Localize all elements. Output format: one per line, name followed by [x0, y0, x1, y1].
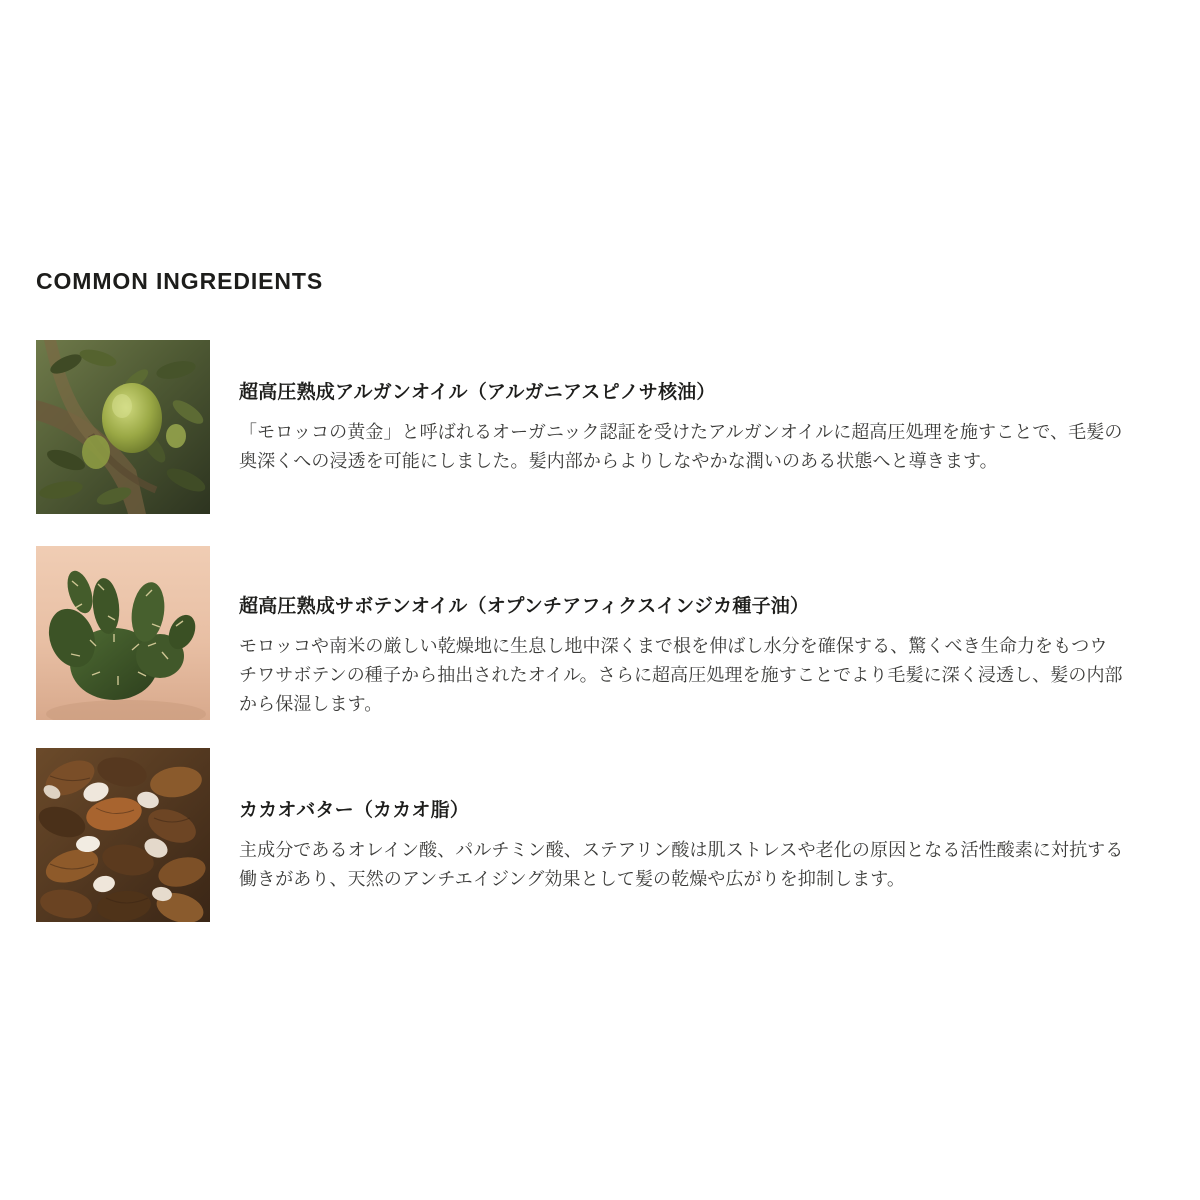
cactus-photo	[36, 546, 210, 720]
ingredient-list	[36, 340, 1166, 954]
ingredient-text	[239, 340, 1124, 476]
argan-fruit-photo	[36, 340, 210, 514]
cacao-pods-photo	[36, 748, 210, 922]
list-item	[36, 340, 1166, 514]
ingredient-name: カカオバター（カカオ脂）	[239, 800, 470, 821]
ingredient-text	[239, 546, 1124, 719]
ingredient-name: 超高圧熟成サボテンオイル（オプンチアフィクスインジカ種子油）	[239, 596, 810, 617]
list-item	[36, 546, 1166, 720]
ingredient-description: 主成分であるオレイン酸、パルチミン酸、ステアリン酸は肌ストレスや老化の原因となる活性酸素に対抗する働きがあり、天然のアンチエイジング効果として髪の乾燥や広がりを抑制します。	[239, 839, 1124, 889]
ingredient-description: 「モロッコの黄金」と呼ばれるオーガニック認証を受けたアルガンオイルに超高圧処理を施すことで、毛髪の奥深くへの浸透を可能にしました。髪内部からよりしなやかな潤いのある状態へと導きます。	[239, 421, 1123, 471]
ingredient-description: モロッコや南米の厳しい乾燥地に生息し地中深くまで根を伸ばし水分を確保する、驚くべき生命力をもつウチワサボテンの種子から抽出されたオイル。さらに超高圧処理を施すことでより毛髪に深く浸透し、髪の内部から保湿します。	[239, 635, 1123, 714]
ingredient-text	[239, 748, 1124, 894]
page-title: COMMON INGREDIENTS	[36, 268, 324, 294]
list-item	[36, 748, 1166, 922]
ingredient-name: 超高圧熟成アルガンオイル（アルガニアスピノサ核油）	[239, 382, 716, 403]
